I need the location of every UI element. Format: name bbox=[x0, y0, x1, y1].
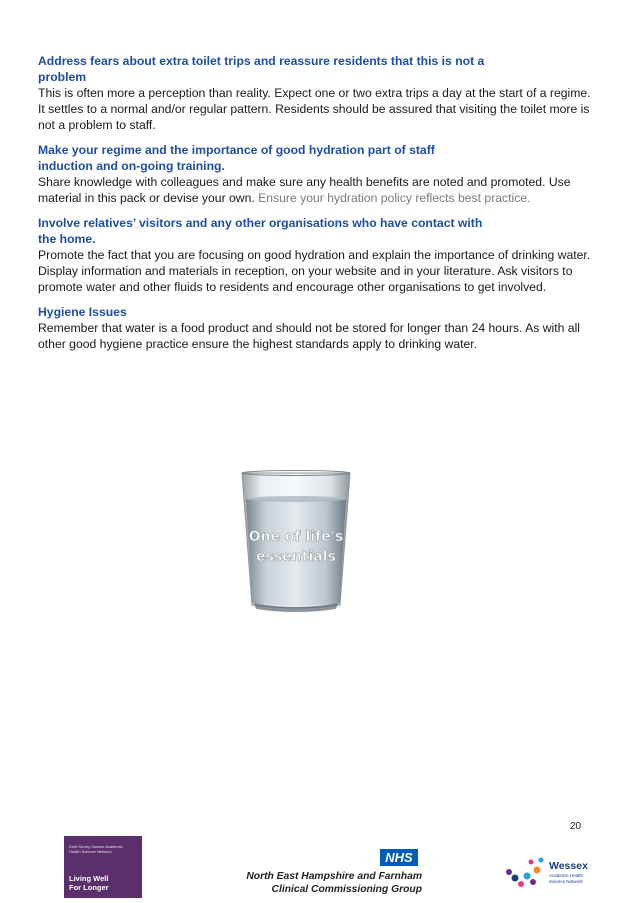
heading-line-2: induction and on-going training. bbox=[38, 159, 225, 173]
heading-line-1: Involve relatives’ visitors and any other organisations who have contact with bbox=[38, 216, 483, 230]
body-text: Share knowledge with colleagues and make sure any health benefits are noted and promoted. Use material in this pack or devise your own. bbox=[38, 175, 571, 205]
section-body: This is often more a perception than reality. Expect one or two extra trips a day at the start of a regime. It settles to a normal and/or regular pattern. Residents should be assured that visiting the toilet more is not a problem to staff. bbox=[38, 86, 591, 132]
page-number: 20 bbox=[570, 821, 582, 832]
heading-line-2: problem bbox=[38, 70, 87, 84]
section-heading: Hygiene Issues bbox=[38, 305, 127, 319]
section-toilet-trips bbox=[38, 53, 594, 133]
nhs-logo: NHS bbox=[380, 849, 418, 866]
ccg-name-line-1: North East Hampshire and Farnham bbox=[246, 871, 422, 882]
section-body bbox=[38, 174, 594, 206]
section-heading bbox=[38, 53, 594, 85]
document-content bbox=[38, 53, 594, 361]
heading-line-2: the home. bbox=[38, 232, 96, 246]
wessex-ahsn-logo bbox=[503, 852, 603, 896]
body-muted-text: Ensure your hydration policy reflects best practice. bbox=[258, 191, 531, 205]
section-body: Remember that water is a food product and should not be stored for longer than 24 hours. As with all other good hygiene practice ensure the highest standards apply to drinking water. bbox=[38, 321, 580, 351]
glass-text-line-1: One of life's bbox=[248, 529, 344, 545]
llfl-title-line-1: Living Well bbox=[69, 874, 109, 883]
ccg-name-line-2: Clinical Commissioning Group bbox=[271, 884, 422, 895]
llfl-title bbox=[69, 874, 109, 892]
section-heading bbox=[38, 215, 594, 247]
wessex-name: Wessex bbox=[549, 860, 588, 872]
section-involve-relatives bbox=[38, 215, 594, 295]
living-well-logo bbox=[64, 836, 142, 898]
section-heading bbox=[38, 142, 594, 174]
llfl-network-text: Kent Surrey Sussex Academic Health Science Network bbox=[69, 844, 123, 854]
glass-text-line-2: essentials bbox=[256, 549, 336, 565]
wessex-mark-icon bbox=[503, 852, 547, 892]
section-hygiene bbox=[38, 304, 594, 352]
llfl-title-line-2: For Longer bbox=[69, 883, 109, 892]
section-staff-training bbox=[38, 142, 594, 206]
water-glass-image bbox=[236, 469, 356, 614]
wessex-subtitle: Academic Health Science Network bbox=[549, 873, 584, 884]
heading-line-1: Address fears about extra toilet trips and reassure residents that this is not a bbox=[38, 54, 485, 68]
heading-line-1: Make your regime and the importance of good hydration part of staff bbox=[38, 143, 435, 157]
water-glass-icon bbox=[236, 469, 356, 614]
section-body: Promote the fact that you are focusing on good hydration and explain the importance of drinking water. Display information and materials in reception, on your website and in your literature. Ask visitors to promote water and other fluids to residents and encourage other organisations to get involved. bbox=[38, 248, 591, 294]
